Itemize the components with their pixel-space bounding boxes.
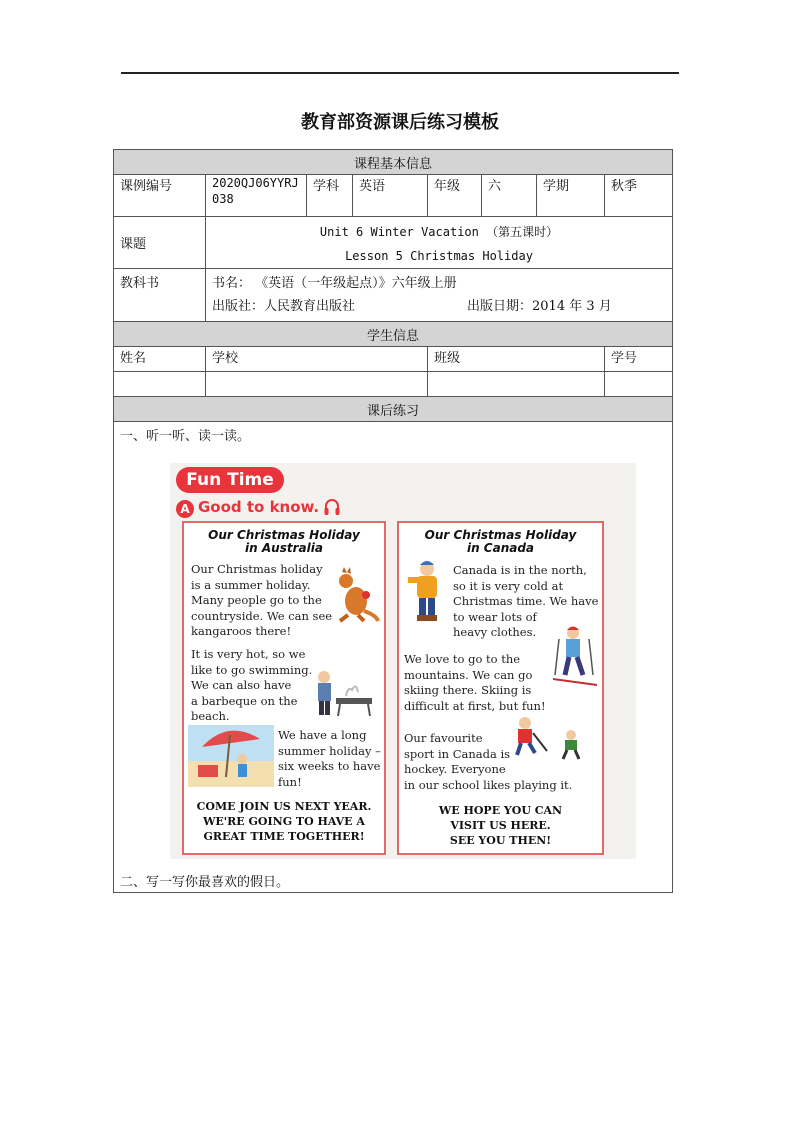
text-line: COME JOIN US NEXT YEAR. xyxy=(196,800,372,813)
number-label: 学号 xyxy=(605,347,673,372)
text-line: fun! xyxy=(278,774,302,789)
publish-date: 出版日期：2014 年 3 月 xyxy=(467,299,612,314)
name-cell[interactable] xyxy=(114,372,206,397)
number-cell[interactable] xyxy=(605,372,673,397)
text-line: in our school likes playing it. xyxy=(404,777,573,792)
text-line: so it is very cold at xyxy=(453,578,564,593)
section-practice: 课后练习 xyxy=(114,397,673,422)
course-id-value: 2020QJ06YYRJ038 xyxy=(206,175,307,217)
publisher: 出版社：人民教育出版社 xyxy=(212,299,356,314)
grade-label: 年级 xyxy=(428,175,482,217)
text-line: Many people go to the xyxy=(191,593,322,607)
text-line: Canada is in the north, xyxy=(453,563,587,577)
exercise-2-label: 二、写一写你最喜欢的假日。 xyxy=(120,875,290,890)
australia-paragraph-3 xyxy=(278,728,381,790)
text-line: summer holiday – xyxy=(278,743,381,758)
text-line: hockey. Everyone xyxy=(404,762,506,776)
barbeque-illustration xyxy=(310,668,376,718)
australia-title-1: Our Christmas Holiday xyxy=(208,528,360,542)
topic-label: 课题 xyxy=(114,217,206,269)
section-a-badge: A xyxy=(176,500,194,518)
section-student-info: 学生信息 xyxy=(114,322,673,347)
section-basic-info: 课程基本信息 xyxy=(114,150,673,175)
exercise-area xyxy=(114,422,673,893)
fun-time-banner: Fun Time xyxy=(176,467,284,493)
topic-line-2: Lesson 5 Christmas Holiday xyxy=(345,249,533,263)
text-line: Christmas time. We have xyxy=(453,594,599,608)
child-winter-clothes-illustration xyxy=(405,559,447,623)
school-label: 学校 xyxy=(206,347,428,372)
text-line: It is very hot, so we xyxy=(191,647,306,661)
australia-paragraph-1 xyxy=(191,562,332,640)
text-line: is a summer holiday. xyxy=(191,577,311,592)
canada-panel xyxy=(397,521,604,855)
text-line: WE HOPE YOU CAN xyxy=(438,804,563,817)
australia-panel xyxy=(182,521,386,855)
hockey-players-illustration xyxy=(507,715,587,761)
class-cell[interactable] xyxy=(428,372,605,397)
canada-title-1: Our Christmas Holiday xyxy=(424,528,577,542)
school-cell[interactable] xyxy=(206,372,428,397)
text-line: WE'RE GOING TO HAVE A xyxy=(203,815,365,828)
text-line: VISIT US HERE. xyxy=(450,819,551,832)
term-label: 学期 xyxy=(537,175,605,217)
textbook-page-image xyxy=(170,463,636,859)
name-label: 姓名 xyxy=(114,347,206,372)
text-line: SEE YOU THEN! xyxy=(449,834,552,847)
exercise-1-label: 一、听一听、读一读。 xyxy=(120,429,251,444)
text-line: GREAT TIME TOGETHER! xyxy=(203,830,365,843)
subject-label: 学科 xyxy=(307,175,353,217)
lesson-info-table xyxy=(113,149,673,893)
kangaroo-illustration xyxy=(330,567,380,623)
text-line: heavy clothes. xyxy=(453,625,537,639)
header-rule xyxy=(121,72,679,74)
good-to-know-heading: Good to know. xyxy=(198,498,320,516)
subject-value: 英语 xyxy=(353,175,428,217)
headphones-icon xyxy=(324,498,340,516)
grade-value: 六 xyxy=(482,175,537,217)
skier-illustration xyxy=(549,625,599,689)
text-line: beach. xyxy=(191,709,230,723)
book-name: 书名： 《英语（一年级起点）》六年级上册 xyxy=(212,276,457,291)
textbook-label: 教科书 xyxy=(114,269,206,322)
textbook-info xyxy=(206,269,673,322)
text-line: a barbeque on the xyxy=(191,693,298,708)
canada-paragraph-2 xyxy=(404,652,546,714)
text-line: We have a long xyxy=(278,728,367,742)
text-line: kangaroos there! xyxy=(191,624,292,638)
document-title: 教育部资源课后练习模板 xyxy=(301,112,499,133)
canada-title-2: in Canada xyxy=(466,541,535,555)
beach-umbrella-illustration xyxy=(188,725,274,787)
text-line: Our Christmas holiday xyxy=(191,562,323,576)
topic-value xyxy=(206,217,673,269)
class-label: 班级 xyxy=(428,347,605,372)
course-id-label: 课例编号 xyxy=(114,175,206,217)
text-line: We love to go to the xyxy=(404,652,521,666)
text-line: six weeks to have xyxy=(278,759,381,773)
australia-paragraph-2 xyxy=(191,647,312,725)
text-line: to wear lots of xyxy=(453,609,537,624)
text-line: mountains. We can go xyxy=(404,667,533,682)
text-line: difficult at first, but fun! xyxy=(404,698,546,713)
australia-title-2: in Australia xyxy=(245,541,323,555)
text-line: skiing there. Skiing is xyxy=(404,683,532,697)
text-line: We can also have xyxy=(191,678,292,692)
text-line: like to go swimming. xyxy=(191,662,313,677)
term-value: 秋季 xyxy=(605,175,673,217)
text-line: countryside. We can see xyxy=(191,608,333,623)
canada-footer xyxy=(399,803,602,848)
topic-line-1: Unit 6 Winter Vacation （第五课时） xyxy=(319,225,559,239)
text-line: sport in Canada is xyxy=(404,746,511,761)
australia-footer xyxy=(184,799,384,844)
text-line: Our favourite xyxy=(404,731,483,745)
